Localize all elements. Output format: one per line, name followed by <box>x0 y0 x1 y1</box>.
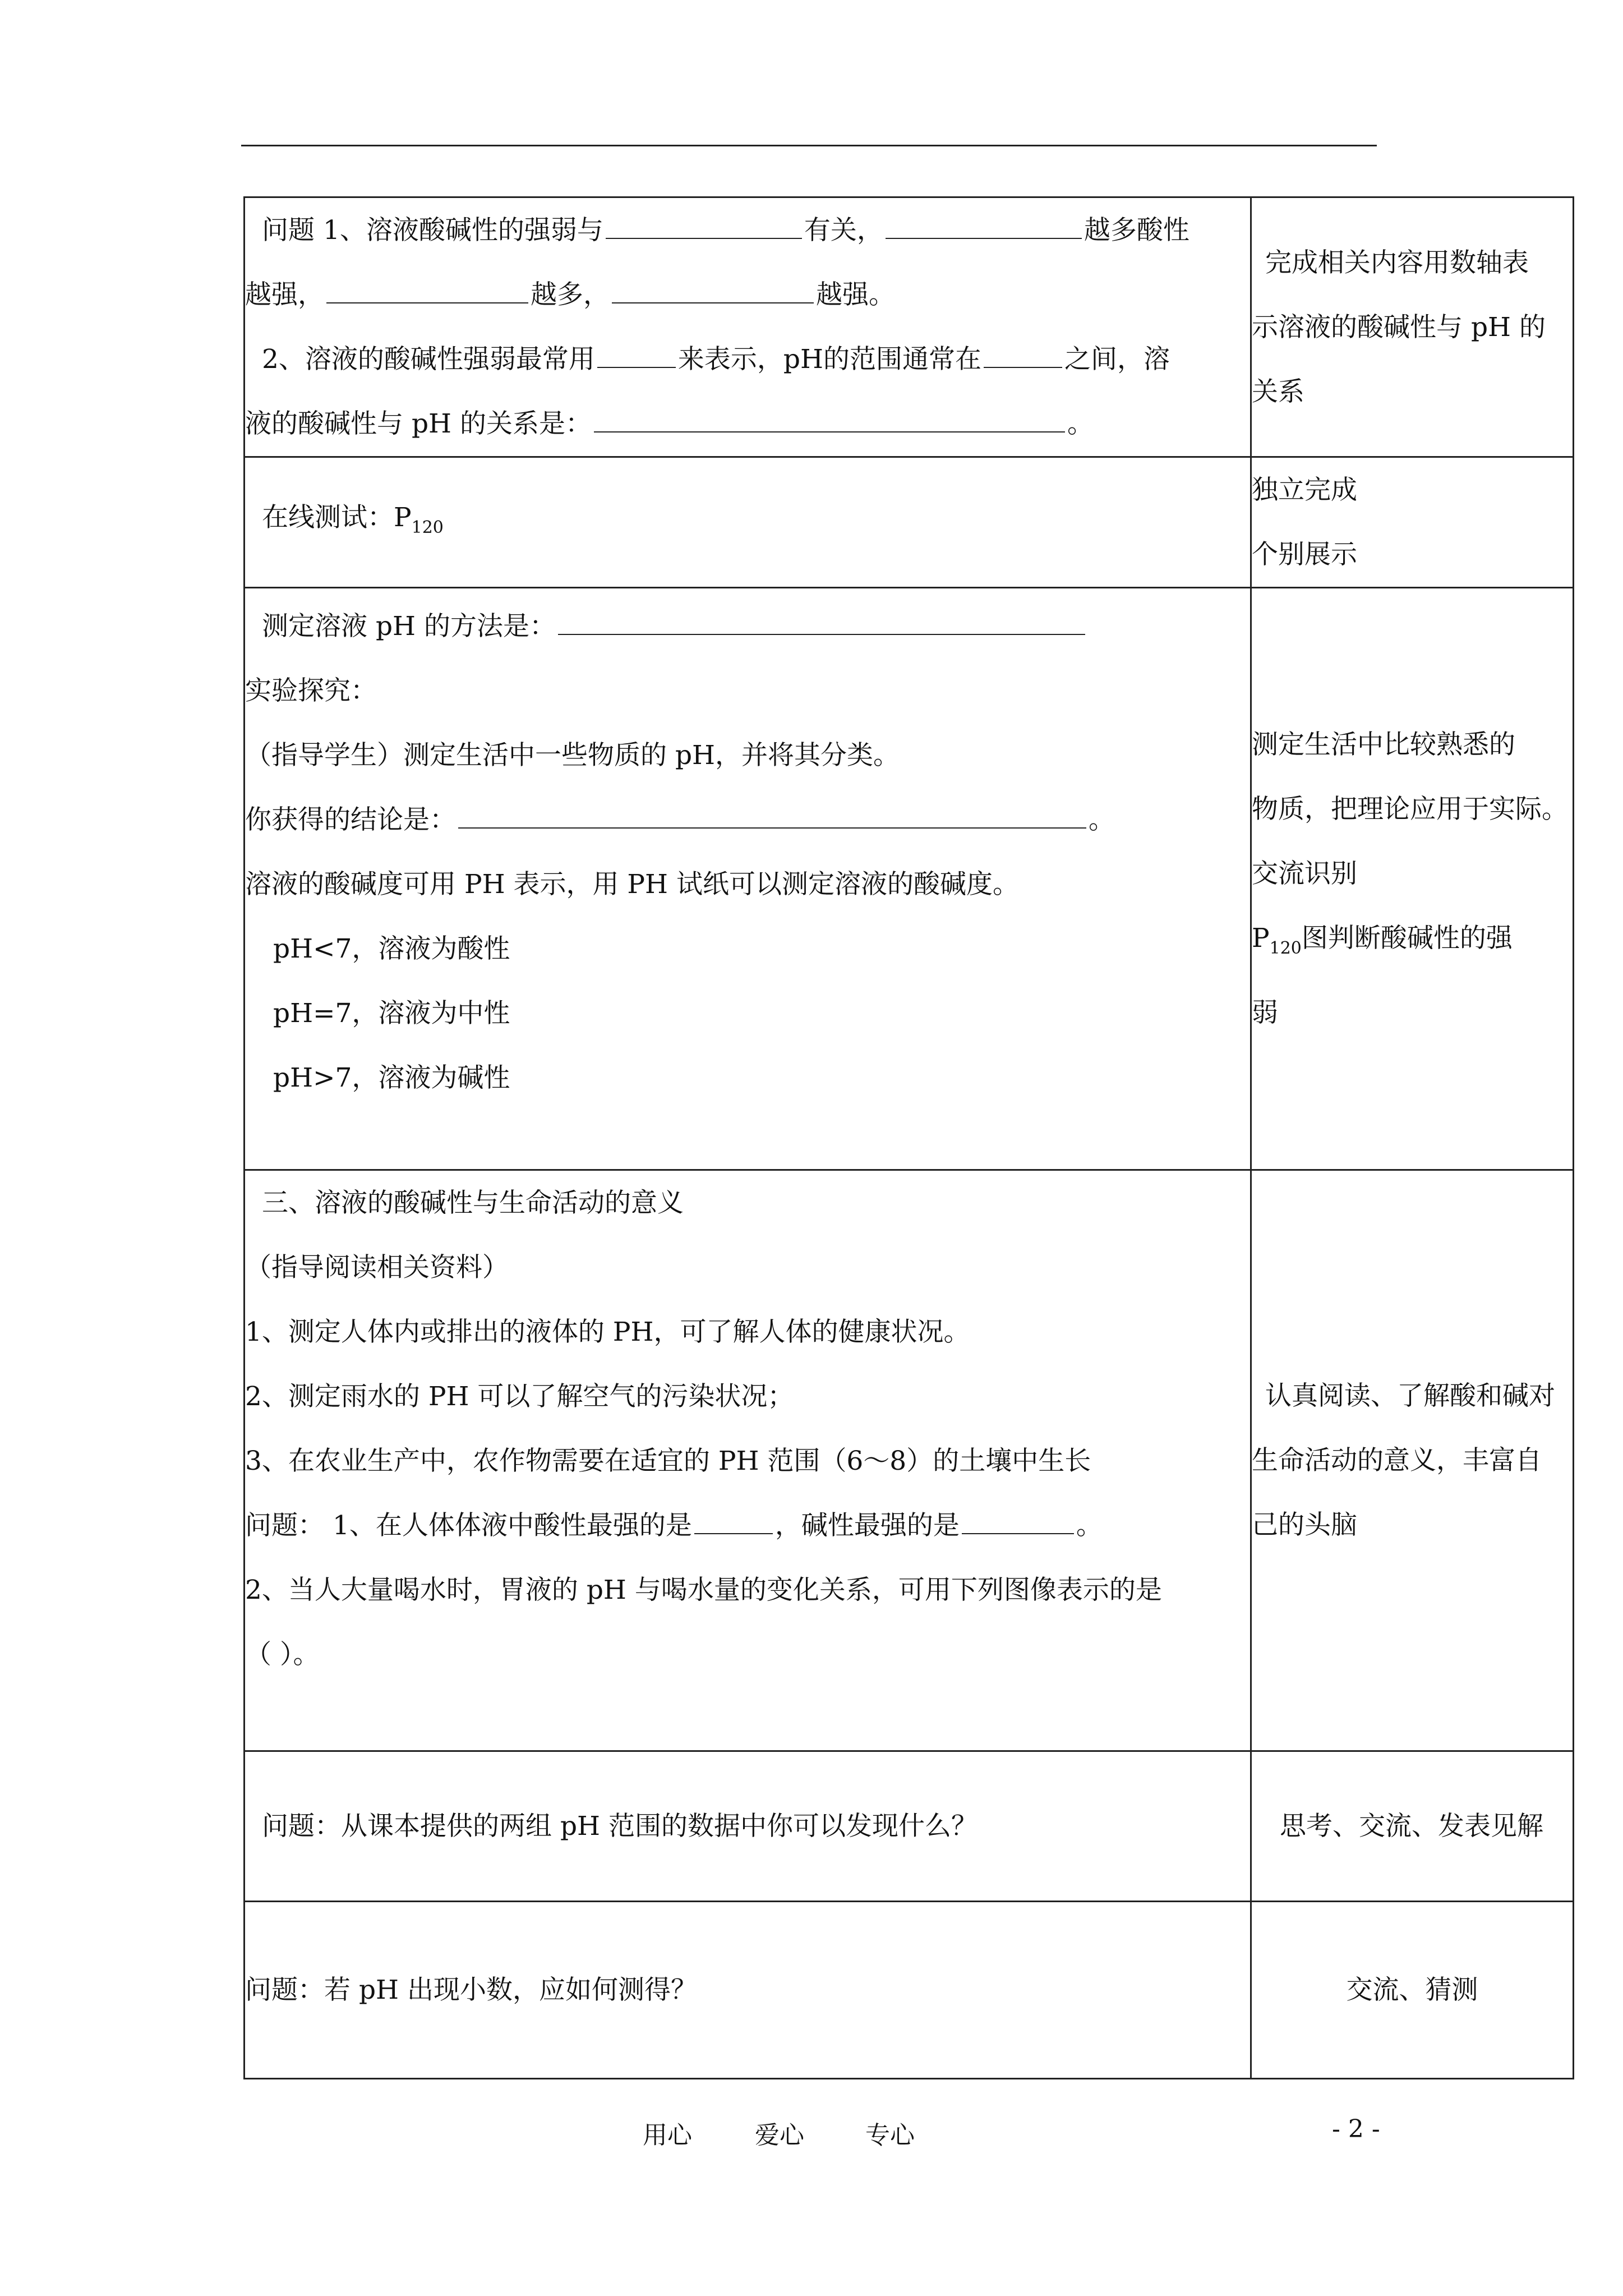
side-cell <box>1251 197 1574 457</box>
text-line: （指导阅读相关资料） <box>245 1252 509 1283</box>
main-cell <box>245 1751 1251 1902</box>
table-row <box>245 197 1574 457</box>
text-line: 2、溶液的酸碱性强弱最常用 来表示，pH的范围通常在 之间，溶 <box>245 327 1250 392</box>
main-cell <box>245 588 1251 1170</box>
table-row <box>245 588 1574 1170</box>
side-cell <box>1251 457 1574 588</box>
footer-text: 专心 <box>865 2121 915 2150</box>
blank <box>962 1508 1074 1534</box>
text-line: 问题：若 pH 出现小数，应如何测得？ <box>245 1975 697 2005</box>
text-line: 3、在农业生产中，农作物需要在适宜的 PH 范围（6～8）的土壤中生长 <box>245 1446 1091 1476</box>
footer-text: 用心 <box>643 2121 692 2150</box>
text-line: pH>7，溶液为碱性 <box>273 1062 510 1093</box>
side-cell <box>1251 1170 1574 1751</box>
text-line: 实验探究： <box>245 675 377 706</box>
table-row <box>245 1902 1574 2079</box>
side-line: 弱 <box>1252 997 1278 1028</box>
subscript: 120 <box>411 517 444 537</box>
main-cell <box>245 197 1251 457</box>
table-row <box>245 1170 1574 1751</box>
side-cell <box>1251 1902 1574 2079</box>
text-line: 你获得的结论是： 。 <box>245 788 1250 852</box>
blank <box>606 213 802 239</box>
blank <box>558 609 1085 635</box>
blank <box>886 213 1082 239</box>
side-line: 测定生活中比较熟悉的 <box>1252 729 1515 760</box>
text-line: 测定溶液 pH 的方法是： <box>245 594 1250 659</box>
side-line: 己的头脑 <box>1252 1510 1357 1540</box>
side-line: 示溶液的酸碱性与 pH 的 <box>1252 311 1546 343</box>
footer-text: 爱心 <box>755 2121 804 2150</box>
blank <box>594 407 1065 432</box>
side-line: 物质，把理论应用于实际。 <box>1252 794 1568 825</box>
page-footer <box>0 2115 1623 2148</box>
side-line: 思考、交流、发表见解 <box>1280 1811 1543 1842</box>
page-number: - 2 - <box>1332 2115 1380 2143</box>
lesson-table <box>243 196 1574 2079</box>
text-line: 在线测试：$P_{120}$ <box>262 501 444 537</box>
text-line: 溶液的酸碱度可用 PH 表示，用 PH 试纸可以测定溶液的酸碱度。 <box>245 869 1019 900</box>
text-line: 液的酸碱性与 pH 的关系是： 。 <box>245 392 1250 456</box>
side-line: 生命活动的意义，丰富自 <box>1252 1445 1542 1476</box>
table-row <box>245 457 1574 588</box>
side-line: 交流、猜测 <box>1346 1975 1478 2005</box>
text-line: 三、溶液的酸碱性与生命活动的意义 <box>262 1188 684 1218</box>
side-line: 关系 <box>1252 376 1304 407</box>
side-cell <box>1251 588 1574 1170</box>
blank <box>694 1508 773 1534</box>
blank <box>458 803 1086 829</box>
subscript: 120 <box>1269 938 1302 958</box>
side-line: 独立完成 <box>1252 475 1357 505</box>
blank <box>984 342 1062 368</box>
side-line: 认真阅读、了解酸和碱对 <box>1265 1381 1555 1411</box>
blank <box>597 342 676 368</box>
header-rule <box>241 145 1377 146</box>
text-line: pH<7，溶液为酸性 <box>273 933 510 964</box>
side-line: 完成相关内容用数轴表 <box>1265 247 1529 278</box>
side-line: $P_{120}$图判断酸碱性的强 <box>1252 923 1513 958</box>
side-line: 交流识别 <box>1252 858 1357 889</box>
main-cell <box>245 1170 1251 1751</box>
blank <box>326 278 528 303</box>
text-line: 2、测定雨水的 PH 可以了解空气的污染状况； <box>245 1381 794 1412</box>
blank <box>612 278 814 303</box>
side-line: 个别展示 <box>1252 539 1357 570</box>
side-cell <box>1251 1751 1574 1902</box>
text-line: 问题 1、溶液酸碱性的强弱与 有关， 越多酸性 <box>245 198 1250 263</box>
main-cell <box>245 457 1251 588</box>
text-line: 问题： 1、在人体体液中酸性最强的是 ，碱性最强的是 。 <box>245 1493 1250 1558</box>
table-row <box>245 1751 1574 1902</box>
text-line: pH=7，溶液为中性 <box>273 998 510 1029</box>
text-line: （指导学生）测定生活中一些物质的 pH，并将其分类。 <box>245 740 900 771</box>
text-line: 2、当人大量喝水时，胃液的 pH 与喝水量的变化关系，可用下列图像表示的是 <box>245 1575 1162 1605</box>
text-line: 问题：从课本提供的两组 pH 范围的数据中你可以发现什么？ <box>262 1811 978 1842</box>
text-line: （ ）。 <box>245 1639 320 1670</box>
main-cell <box>245 1902 1251 2079</box>
text-line: 1、测定人体内或排出的液体的 PH，可了解人体的健康状况。 <box>245 1317 970 1347</box>
text-line: 越强， 越多， 越强。 <box>245 263 1250 327</box>
